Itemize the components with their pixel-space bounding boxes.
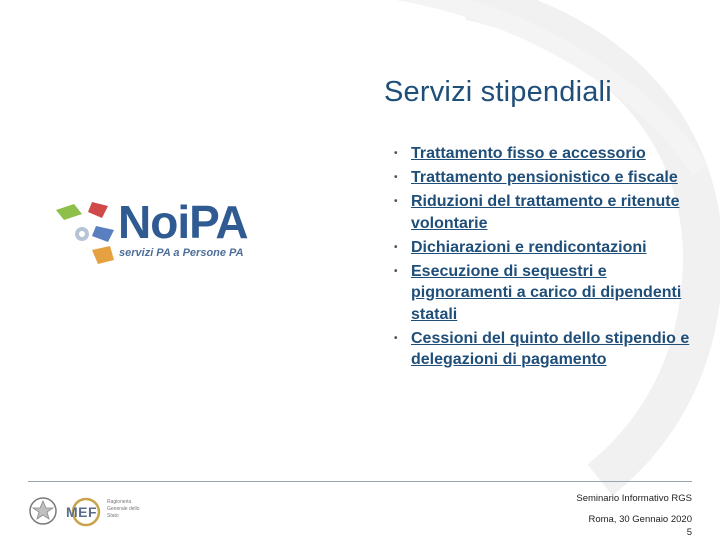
bullet-list [382, 143, 692, 373]
mef-subtitle: Ragioneria Generale dello Stato [107, 499, 140, 519]
link-text[interactable]: Riduzioni del trattamento e ritenute volontarie [411, 193, 680, 232]
event-name: Seminario Informativo RGS [576, 493, 692, 504]
link-text[interactable]: Esecuzione di sequestri e pignoramenti a carico di dipendenti statali [411, 262, 682, 323]
bullet-icon: • [394, 265, 398, 277]
list-item[interactable] [382, 237, 692, 259]
list-item[interactable] [382, 167, 692, 189]
footer-divider [28, 481, 692, 482]
event-date: Roma, 30 Gennaio 2020 [588, 514, 692, 525]
bullet-icon: • [394, 148, 398, 159]
bullet-icon: • [394, 172, 398, 183]
link-text[interactable]: Trattamento pensionistico e fiscale [411, 169, 678, 186]
link-text[interactable]: Cessioni del quinto dello stipendio e delegazioni di pagamento [411, 329, 690, 368]
bullet-icon: • [394, 241, 398, 253]
logo-name: NoiPA [118, 196, 248, 248]
mef-label: MEF [66, 504, 98, 520]
bullet-icon: • [394, 332, 398, 344]
page-number: 5 [686, 527, 692, 538]
list-item[interactable] [382, 328, 692, 371]
list-item[interactable] [382, 261, 692, 326]
logo-tagline: servizi PA a Persone PA [119, 247, 244, 259]
bullet-icon: • [394, 196, 398, 207]
link-text[interactable]: Dichiarazioni e rendicontazioni [411, 238, 647, 256]
link-text[interactable]: Trattamento fisso e accessorio [411, 145, 646, 162]
list-item[interactable] [382, 143, 692, 165]
list-item[interactable] [382, 191, 692, 234]
italian-emblem-icon [28, 496, 58, 526]
footer-info [576, 492, 692, 539]
slide-title: Servizi stipendiali [384, 76, 612, 108]
